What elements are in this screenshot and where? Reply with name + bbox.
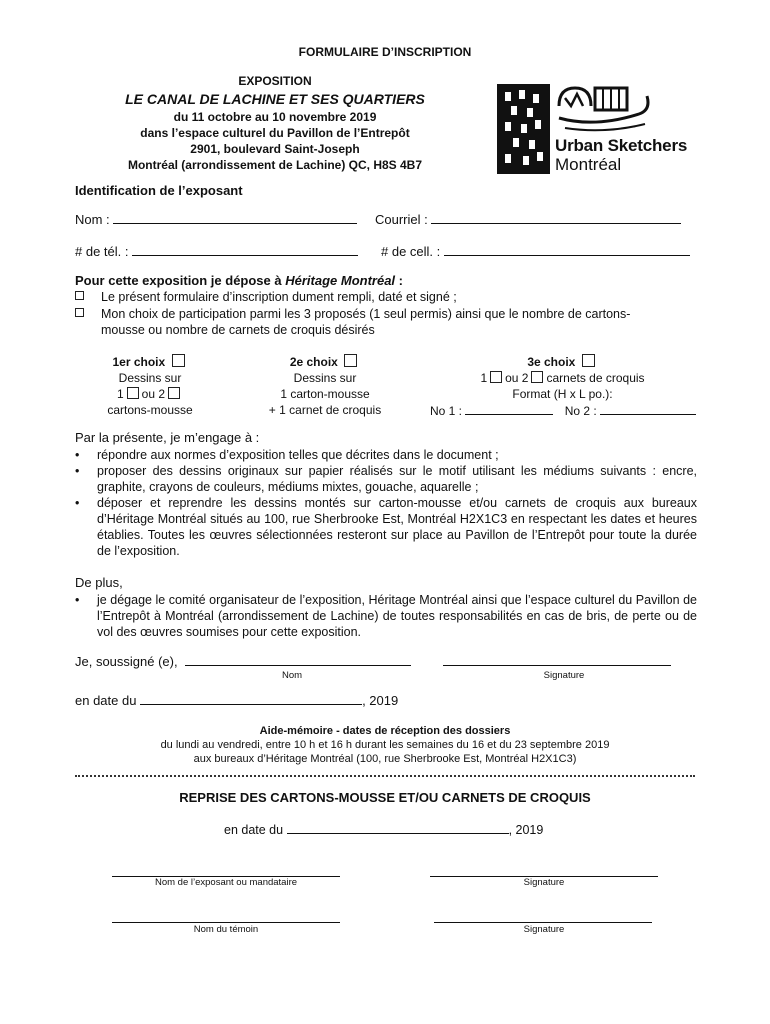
depot-item-2-line1: Mon choix de participation parmi les 3 proposés (1 seul permis) ainsi que le nombre de cartons- [101,307,631,321]
depot-item-2-line2: mousse ou nombre de carnets de croquis désirés [101,323,375,337]
engagement-bullet-1: • répondre aux normes d’exposition telles que décrites dans le document ; [75,447,697,463]
nom-field[interactable] [75,211,357,227]
depot-heading [75,273,403,288]
tel-field[interactable] [75,243,358,259]
choice-3-qty2: ou 2 [505,371,529,385]
choice-3-no2-label: No 2 : [564,404,601,418]
reprise-date-year: , 2019 [508,823,544,837]
bridge-icon [555,84,655,134]
choice-3-title: 3e choix [527,355,576,369]
date-year: , 2019 [362,693,399,708]
deplus-bullet-1-text: je dégage le comité organisateur de l’exposition, Héritage Montréal ainsi que l’espace culturel du Pavillon de l’Entrepôt à Montréal (arrondissement de Lachine) de toutes responsabilités en cas de bris, de perte ou de vol des œuvres soumises pour cette exposition. [97,593,697,639]
choice-2-line2: 1 carton-mousse [280,387,370,401]
exposant-caption: Nom de l’exposant ou mandataire [154,877,298,888]
choice-1-line1: Dessins sur [118,371,182,385]
exposition-city: Montréal (arrondissement de Lachine) QC, H8S 4B7 [127,158,423,172]
choice-1-title: 1er choix [112,355,166,369]
soussigne-nom-line[interactable] [185,653,411,666]
signature-line-1[interactable] [443,653,671,669]
identification-heading: Identification de l’exposant [75,183,243,198]
choice-1-qty2: ou 2 [141,387,166,401]
reprise-title: REPRISE DES CARTONS-MOUSSE ET/OU CARNETS DE CROQUIS [179,790,591,805]
separator [75,775,695,777]
checkbox-icon[interactable] [75,291,84,300]
engagement-bullet-3: • déposer et reprendre les dessins montés sur carton-mousse et/ou carnets de croquis aux bureaux d’Héritage Montréal situés au 100, rue Sherbrooke Est, Montréal H2X1C3 en respectant les dates et heures établies. Toutes les œuvres sélectionnées resteront sur place au Pavillon de l’Entrepôt pour toute la durée de l’exposition. [75,496,697,558]
temoin-caption: Nom du témoin [193,924,259,935]
choice-3-box-1[interactable] [490,371,502,383]
engagement-bullet-1-text: répondre aux normes d’exposition telles que décrites dans le document ; [97,448,499,462]
reprise-date-field[interactable] [224,821,543,837]
choice-3-checkbox[interactable] [582,354,595,367]
choice-2 [250,354,400,418]
depot-heading-org: Héritage Montréal [285,273,396,288]
engagement-bullet-2-text: proposer des dessins originaux sur papier réalisés sur le motif utilisant les médiums suivants : encre, graphite, crayons de couleurs, médiums mixtes, gouache, aquarelle ; [97,464,697,494]
checkbox-icon[interactable] [75,308,84,317]
choice-1-line3: cartons-mousse [107,403,193,417]
choice-3-line1-end: carnets de croquis [546,371,645,385]
engagement-intro: Par la présente, je m’engage à : [75,430,260,445]
courriel-field[interactable] [375,211,681,227]
signature-caption-3: Signature [523,924,565,935]
depot-heading-start: Pour cette exposition je dépose à [75,273,286,288]
exposition-dates: du 11 octobre au 10 novembre 2019 [173,110,377,124]
aide-memoire-line2: aux bureaux d’Héritage Montréal (100, rue Sherbrooke Est, Montréal H2X1C3) [193,753,577,765]
cell-label: # de cell. : [381,244,444,259]
no1-line[interactable] [465,402,553,415]
choice-1-qty1: 1 [116,387,124,401]
aide-memoire-title: Aide-mémoire - dates de réception des dossiers [259,725,511,737]
deplus-intro: De plus, [75,575,123,590]
signature-caption-2: Signature [523,877,565,888]
courriel-label: Courriel : [375,212,432,227]
exposition-name: LE CANAL DE LACHINE ET SES QUARTIERS [125,91,425,107]
nom-caption: Nom [281,670,303,681]
deplus-list [75,592,697,640]
signature-caption-1: Signature [543,670,585,681]
cell-line[interactable] [444,243,690,256]
reprise-date-label: en date du [224,823,284,837]
no2-line[interactable] [600,402,696,415]
aide-memoire-line1: du lundi au vendredi, entre 10 h et 16 h durant les semaines du 16 et du 23 septembre 2019 [160,739,610,751]
choice-1-checkbox[interactable] [172,354,185,367]
deplus-bullet-1: • je dégage le comité organisateur de l’exposition, Héritage Montréal ainsi que l’espace culturel du Pavillon de l’Entrepôt à Montréal (arrondissement de Lachine) de toutes responsabilités en cas de bris, de perte ou de vol des œuvres soumises pour cette exposition. [75,593,697,639]
depot-item-2 [75,307,715,321]
engagement-bullet-3-text: déposer et reprendre les dessins montés sur carton-mousse et/ou carnets de croquis aux bureaux d’Héritage Montréal situés au 100, rue Sherbrooke Est, Montréal H2X1C3 en respectant les dates et heures établies. Toutes les œuvres sélectionnées resteront sur place au Pavillon de l’Entrepôt pour toute la durée de l’exposition. [97,496,697,558]
logo-line1: Urban Sketchers [555,136,688,155]
nom-label: Nom : [75,212,114,227]
date-label: en date du [75,693,137,708]
choice-3-no1-label: No 1 : [430,404,466,418]
engagement-bullet-2: • proposer des dessins originaux sur papier réalisés sur le motif utilisant les médiums suivants : encre, graphite, crayons de couleurs, médiums mixtes, gouache, aquarelle ; [75,464,697,494]
cell-field[interactable] [381,243,690,259]
tel-label: # de tél. : [75,244,133,259]
choice-3-qty1: 1 [480,371,488,385]
form-title: FORMULAIRE D’INSCRIPTION [298,45,472,59]
choice-2-checkbox[interactable] [344,354,357,367]
soussigne-field[interactable] [75,653,411,669]
nom-line[interactable] [113,211,357,224]
building-icon [497,84,550,174]
exposition-label: EXPOSITION [238,74,312,88]
choice-1-box-1[interactable] [127,387,139,399]
choice-1-box-2[interactable] [168,387,180,399]
exposition-address: 2901, boulevard Saint-Joseph [190,142,360,156]
logo-line2: Montréal [555,155,622,174]
choice-3-format: Format (H x L po.): [512,387,613,401]
date-line[interactable] [140,692,362,705]
tel-line[interactable] [132,243,358,256]
depot-item-1 [75,290,715,304]
choice-1 [80,354,220,418]
date-field[interactable] [75,692,398,708]
choice-3 [425,354,700,419]
depot-heading-end: : [395,273,403,288]
choice-2-line3: + 1 carnet de croquis [268,403,382,417]
exposition-venue: dans l’espace culturel du Pavillon de l’Entrepôt [140,126,410,140]
urban-sketchers-logo [497,84,707,174]
soussigne-label: Je, soussigné (e), [75,654,178,669]
engagement-list [75,447,697,559]
reprise-date-line[interactable] [287,821,509,834]
choice-2-line1: Dessins sur [293,371,357,385]
choice-3-box-2[interactable] [531,371,543,383]
courriel-line[interactable] [431,211,681,224]
depot-item-1-text: Le présent formulaire d’inscription dument rempli, daté et signé ; [101,290,457,304]
choice-2-title: 2e choix [289,355,338,369]
